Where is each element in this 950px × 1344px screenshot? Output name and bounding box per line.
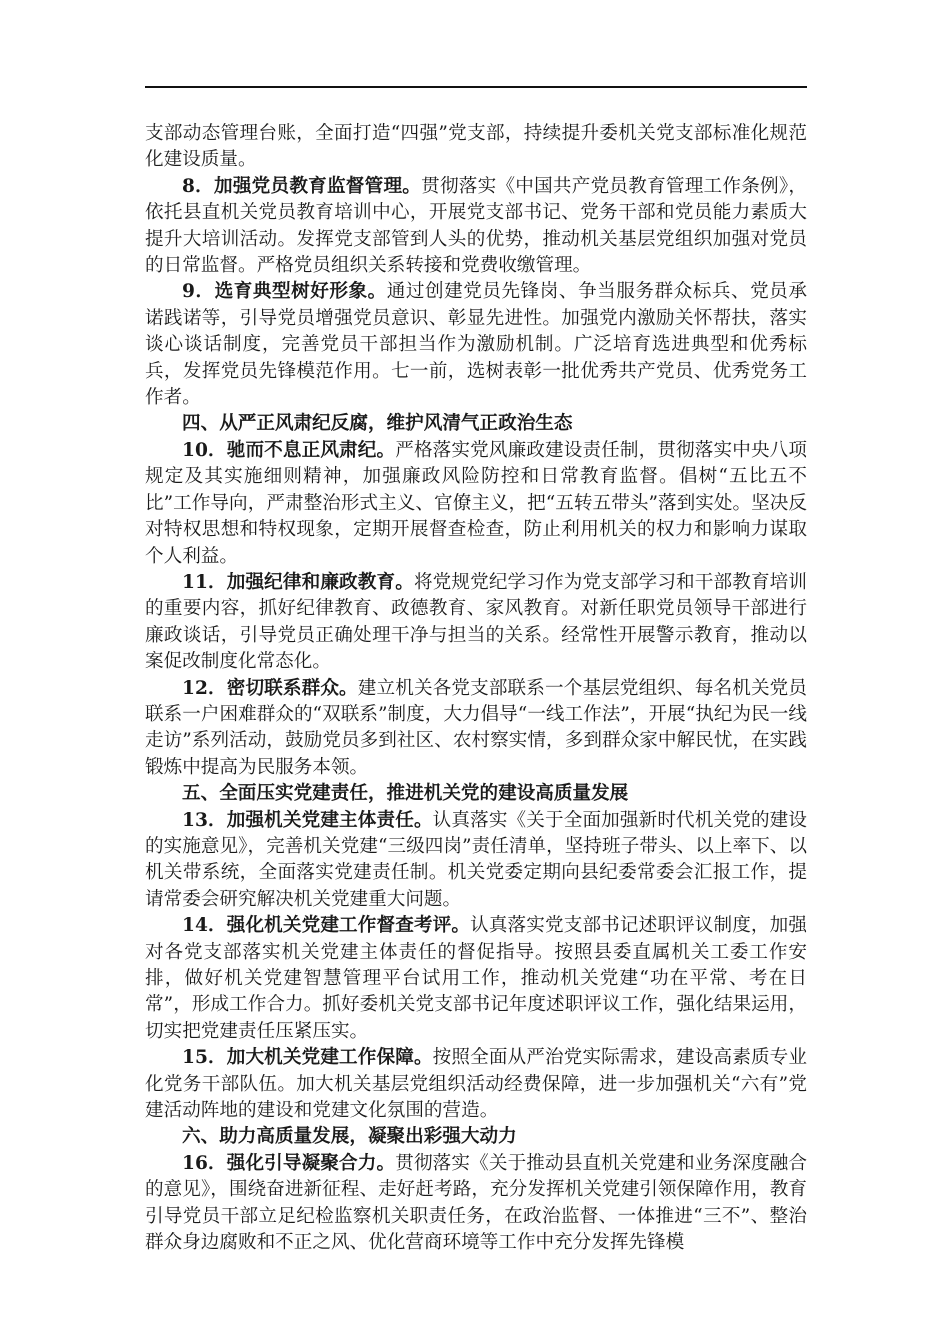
paragraph-continuation	[145, 121, 807, 174]
paragraph-text: 将党规党纪学习作为党支部学习和干部教育培训的重要内容，抓好纪律教育、政德教育、家风教育。对新任职党员领导干部进行廉政谈话，引导党员正确处理干净与担当的关系。经常性开展警示教育，推动以案促改制度化常态化。	[145, 571, 807, 673]
section-heading-5: 五、全面压实党建责任，推进机关党的建设高质量发展	[182, 783, 629, 805]
paragraph-text: 通过创建党员先锋岗、争当服务群众标兵、党员承诺践诺等，引导党员增强党员意识、彰显先进性。加强党内激励关怀帮扶，落实谈心谈话制度，完善党员干部担当作为激励机制。广泛培育选进典型和优秀标兵，发挥党员先锋模范作用。七一前，选树表彰一批优秀共产党员、优秀党务工作者。	[145, 281, 807, 409]
paragraph-text: 贯彻落实《关于推动县直机关党建和业务深度融合的意见》，围绕奋进新征程、走好赶考路，充分发挥机关党建引领保障作用，教育引导党员干部立足纪检监察机关职责任务，在政治监督、一体推进“三不”、整治群众身边腐败和不正之风、优化营商环境等工作中充分发挥先锋模	[145, 1152, 807, 1254]
item-heading: 9．选育典型树好形象。	[182, 281, 387, 303]
paragraph-item-8	[145, 174, 807, 280]
item-heading: 16．强化引导凝聚合力。	[182, 1152, 396, 1174]
item-heading: 11．加强纪律和廉政教育。	[182, 571, 414, 593]
paragraph-text: 认真落实党支部书记述职评议制度，加强对各党支部落实机关党建主体责任的督促指导。按照县委直属机关工委工作安排，做好机关党建智慧管理平台试用工作，推动机关党建“功在平常、考在日常”，形成工作合力。抓好委机关党支部书记年度述职评议工作，强化结果运用，切实把党建责任压紧压实。	[145, 915, 807, 1042]
paragraph-text: 建立机关各党支部联系一个基层党组织、每名机关党员联系一户困难群众的“双联系”制度，大力倡导“一线工作法”，开展“执纪为民一线走访”系列活动，鼓励党员多到社区、农村察实情，多到群众家中解民忧，在实践锻炼中提高为民服务本领。	[145, 677, 807, 778]
paragraph-item-13	[145, 808, 807, 914]
item-heading: 8．加强党员教育监督管理。	[182, 175, 422, 197]
item-heading: 15．加大机关党建工作保障。	[182, 1047, 433, 1069]
section-heading-6: 六、助力高质量发展，凝聚出彩强大动力	[182, 1126, 517, 1148]
paragraph-item-15	[145, 1045, 807, 1124]
paragraph-item-14	[145, 913, 807, 1045]
paragraph-text: 按照全面从严治党实际需求，建设高素质专业化党务干部队伍。加大机关基层党组织活动经费保障，进一步加强机关“六有”党建活动阵地的建设和党建文化氛围的营造。	[145, 1047, 807, 1122]
paragraph-text: 支部动态管理台账，全面打造“四强”党支部，持续提升委机关党支部标准化规范化建设质量。	[145, 123, 807, 171]
paragraph-text: 贯彻落实《中国共产党员教育管理工作条例》，依托县直机关党员教育培训中心，开展党支部书记、党务干部和党员能力素质大提升大培训活动。发挥党支部管到人头的优势，推动机关基层党组织加强对党员的日常监督。严格党员组织关系转接和党费收缴管理。	[145, 175, 807, 277]
section-heading-4: 四、从严正风肃纪反腐，维护风清气正政治生态	[182, 413, 573, 435]
paragraph-item-10	[145, 438, 807, 570]
paragraph-item-16	[145, 1151, 807, 1257]
paragraph-item-12	[145, 676, 807, 782]
paragraph-text: 认真落实《关于全面加强新时代机关党的建设的实施意见》，完善机关党建“三级四岗”责任清单，坚持班子带头、以上率下、以机关带系统，全面落实党建责任制。机关党委定期向县纪委常委会汇报工作，提请常委会研究解决机关党建重大问题。	[145, 809, 807, 910]
paragraph-text: 严格落实党风廉政建设责任制，贯彻落实中央八项规定及其实施细则精神，加强廉政风险防控和日常教育监督。倡树“五比五不比”工作导向，严肃整治形式主义、官僚主义，把“五转五带头”落到实处。坚决反对特权思想和特权现象，定期开展督查检查，防止利用机关的权力和影响力谋取个人利益。	[145, 439, 807, 567]
header-rule	[145, 86, 807, 88]
paragraph-item-9	[145, 279, 807, 411]
document-body	[145, 121, 807, 1256]
item-heading: 13．加强机关党建主体责任。	[182, 809, 433, 831]
item-heading: 10．驰而不息正风肃纪。	[182, 439, 396, 461]
paragraph-item-11	[145, 570, 807, 676]
item-heading: 12．密切联系群众。	[182, 677, 358, 699]
item-heading: 14．强化机关党建工作督查考评。	[182, 915, 471, 937]
